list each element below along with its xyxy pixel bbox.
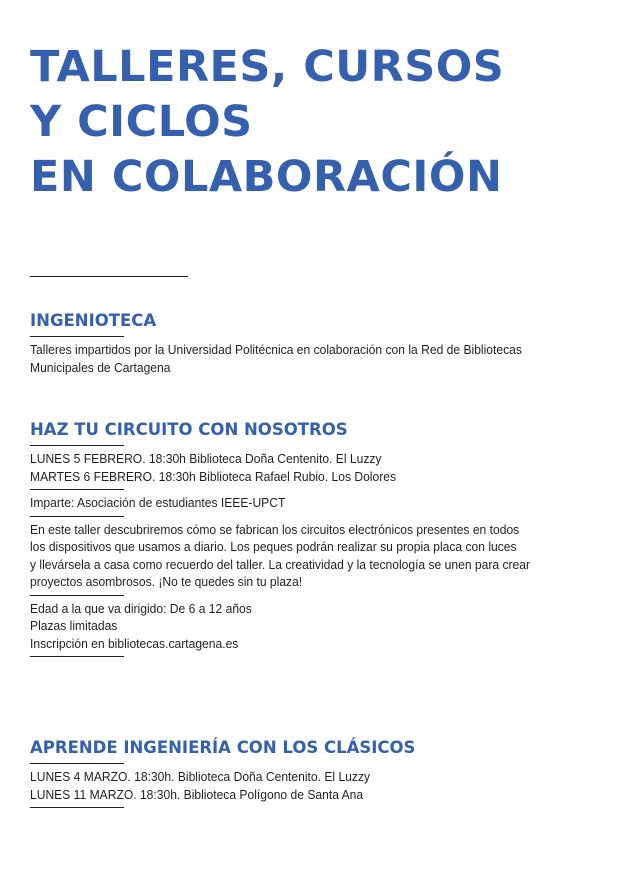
divider [30,489,124,490]
description-line: los dispositivos que usamos a diario. Los peques podrán realizar su propia placa con luces [30,539,517,554]
schedule-list [30,768,551,803]
intro-line: Municipales de Cartagena [30,359,171,375]
schedule-item: MARTES 6 FEBRERO. 18:30h Biblioteca Rafael Rubio. Los Dolores [30,468,397,484]
description-line: y llevársela a casa como recuerdo del taller. La creatividad y la tecnología se unen para crear [30,556,531,572]
section-ingenioteca [30,310,590,376]
description-line: En este taller descubriremos cómo se fabrican los circuitos electrónicos presentes en todos [30,521,520,537]
title-divider [30,276,188,277]
divider [30,807,124,808]
detail-registration: Inscripción en bibliotecas.cartagena.es [30,635,239,651]
schedule-item: LUNES 5 FEBRERO. 18:30h Biblioteca Doña Centenito. El Luzzy [30,451,382,466]
divider [30,595,124,596]
schedule-item: LUNES 11 MARZO. 18:30h. Biblioteca Polígono de Santa Ana [30,786,364,802]
divider [30,656,124,657]
divider [30,763,124,764]
imparte-text [30,494,551,512]
section-intro [30,341,551,376]
divider [30,445,124,446]
divider [30,516,124,517]
schedule-list [30,450,551,485]
page-title-line-3: EN COLABORACIÓN [30,152,503,202]
section-aprende-ingenieria [30,737,590,812]
page-title [30,40,504,205]
section-title: INGENIOTECA [30,311,157,330]
workshop-details [30,600,551,653]
description-line: proyectos asombrosos. ¡No te quedes sin tu plaza! [30,574,303,589]
imparte-line: Imparte: Asociación de estudiantes IEEE-UPCT [30,495,286,510]
detail-places: Plazas limitadas [30,618,118,633]
page-title-line-1: TALLERES, CURSOS [30,42,505,92]
workshop-description [30,521,551,591]
schedule-item: LUNES 4 MARZO. 18:30h. Biblioteca Doña Centenito. El Luzzy [30,769,371,784]
page-title-line-2: Y CICLOS [30,97,253,147]
divider [30,336,124,337]
section-title: APRENDE INGENIERÍA CON LOS CLÁSICOS [30,738,416,757]
detail-age: Edad a la que va dirigido: De 6 a 12 años [30,600,252,616]
section-haz-tu-circuito [30,419,590,661]
intro-line: Talleres impartidos por la Universidad Politécnica en colaboración con la Red de Bibliotecas [30,342,522,357]
section-title: HAZ TU CIRCUITO CON NOSOTROS [30,420,348,439]
